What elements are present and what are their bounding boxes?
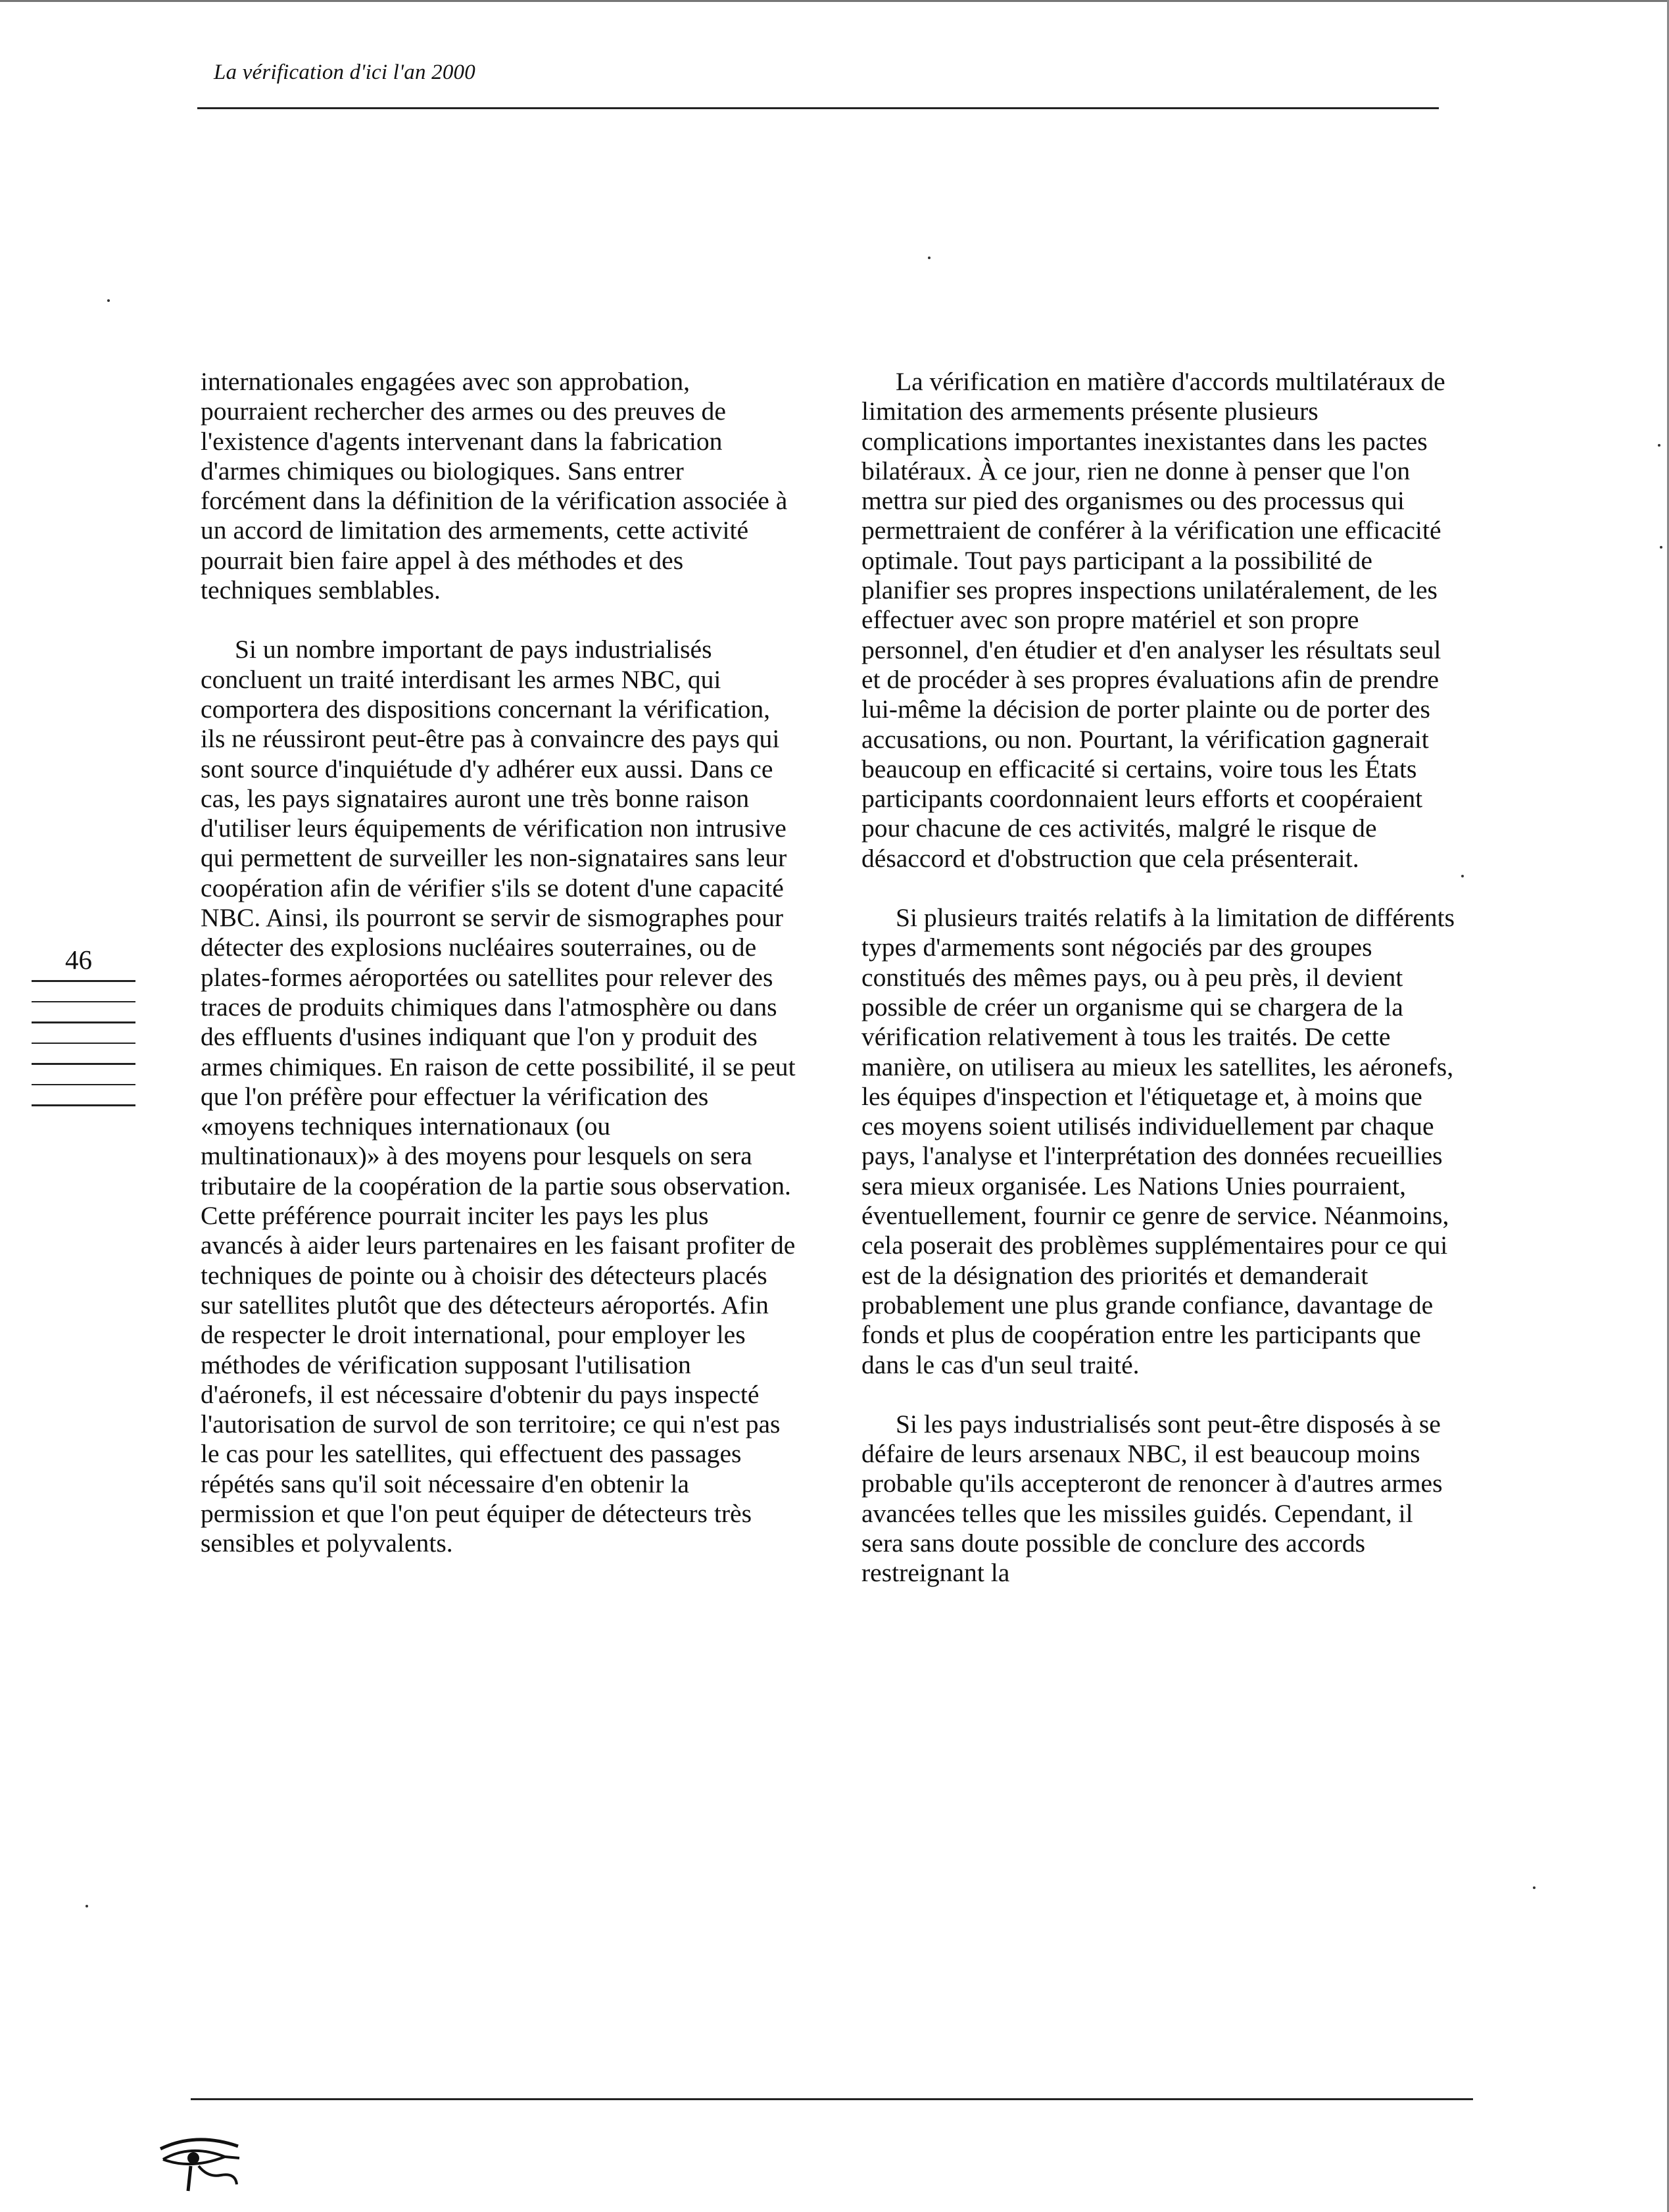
margin-rule <box>32 1043 135 1045</box>
scan-speck <box>1533 1886 1536 1889</box>
right-paragraph-3: Si les pays industrialisés sont peut-être disposés à se défaire de leurs arsenaux NBC, il est beaucoup moins probable qu'ils accepteront de renoncer à d'autres armes avancées telles que les missiles guidés. Cependant, il sera sans doute possible de conclure des accords restreignant la <box>861 1409 1443 1588</box>
margin-rule <box>32 1001 135 1003</box>
header-rule <box>197 107 1439 109</box>
left-paragraph-2: Si un nombre important de pays industrialisés concluent un traité interdisant les armes NBC, qui comportera des dispositions concernant la vérification, ils ne réussiront peut-être pas à convaincre des pays qui sont source d'inquiétude d'y adhérer eux aussi. Dans ce cas, les pays signataires auront une très bonne raison d'utiliser leurs équipements de vérification non intrusive qui permettent de surveiller les non-signataires sans leur coopération afin de vérifier s'ils se dotent d'une capacité NBC. Ainsi, ils pourront se servir de sismographes pour détecter des explosions nucléaires souterraines, ou de plates-formes aéroportées ou satellites pour relever des traces de produits chimiques dans l'atmosphère ou dans des effluents d'usines indiquant que l'on y produit des armes chimiques. En raison de cette possibilité, il se peut que l'on préfère pour effectuer la vérification des «moyens techniques internationaux (ou multinationaux)» à des moyens pour lesquels on sera tributaire de la coopération de la partie sous observation. Cette préférence pourrait inciter les pays les plus avancés à aider leurs partenaires en les faisant profiter de techniques de pointe ou à choisir des détecteurs placés sur satellites plutôt que des détecteurs aéroportés. Afin de respecter le droit international, pour employer les méthodes de vérification supposant l'utilisation d'aéronefs, il est nécessaire d'obtenir du pays inspecté l'autorisation de survol de son territoire; ce qui n'est pas le cas pour les satellites, qui effectuent des passages répétés sans qu'il soit nécessaire d'en obtenir la permission et que l'on peut équiper de détecteurs très sensibles et polyvalents. <box>201 635 796 1558</box>
right-paragraph-2: Si plusieurs traités relatifs à la limitation de différents types d'armements sont négociés par des groupes constitués des mêmes pays, ou à peu près, il devient possible de créer un organisme qui se chargera de la vérification relativement à tous les traités. De cette manière, on utilisera au mieux les satellites, les aéronefs, les équipes d'inspection et l'étiquetage et, à moins que ces moyens soient utilisés individuellement par chaque pays, l'analyse et l'interprétation des données recueillies sera mieux organisée. Les Nations Unies pourraient, éventuellement, fournir ce genre de service. Néanmoins, cela poserait des problèmes supplémentaires pour ce qui est de la désignation des priorités et demanderait probablement une plus grande confiance, davantage de fonds et plus de coopération entre les participants que dans le cas d'un seul traité. <box>861 903 1455 1379</box>
page-number: 46 <box>65 945 92 975</box>
scan-speck <box>1461 875 1464 877</box>
scan-speck <box>107 299 110 302</box>
footer-rule <box>191 2098 1473 2100</box>
margin-rule <box>32 1084 135 1086</box>
margin-rule <box>32 1104 135 1106</box>
running-head-title: La vérification d'ici l'an 2000 <box>214 61 475 84</box>
margin-rule <box>32 1063 135 1065</box>
scan-speck <box>85 1905 88 1907</box>
margin-decoration-rules <box>32 980 135 1125</box>
margin-rule <box>32 1021 135 1023</box>
margin-rule <box>32 980 135 982</box>
right-paragraph-1: La vérification en matière d'accords multilatéraux de limitation des armements présente plusieurs complications importantes inexistantes dans les pactes bilatéraux. À ce jour, rien ne donne à penser que l'on mettra sur pied des organismes ou des processus qui permettraient de conférer à la vérification une efficacité optimale. Tout pays participant a la possibilité de planifier ses propres inspections unilatéralement, de les effectuer avec son propre matériel et son propre personnel, d'en étudier et d'en analyser les résultats seul et de procéder à ses propres évaluations afin de prendre lui-même la décision de porter plainte ou de porter des accusations, ou non. Pourtant, la vérification gagnerait beaucoup en efficacité si certains, voire tous les États participants coordonnaient leurs efforts et coopéraient pour chacune de ces activités, malgré le risque de désaccord et d'obstruction que cela présenterait. <box>861 367 1445 873</box>
left-paragraph-1: internationales engagées avec son approbation, pourraient rechercher des armes ou des preuves de l'existence d'agents intervenant dans la fabrication d'armes chimiques ou biologiques. Sans entrer forcément dans la définition de la vérification associée à un accord de limitation des armements, cette activité pourrait bien faire appel à des méthodes et des techniques semblables. <box>201 367 788 605</box>
right-text-column <box>861 367 1457 1618</box>
left-text-column <box>201 367 796 1588</box>
scan-edge-top <box>0 0 1669 2</box>
scan-speck <box>1658 444 1660 447</box>
scan-speck <box>928 257 931 259</box>
eye-of-horus-icon <box>157 2134 242 2194</box>
scan-speck <box>1660 546 1662 549</box>
